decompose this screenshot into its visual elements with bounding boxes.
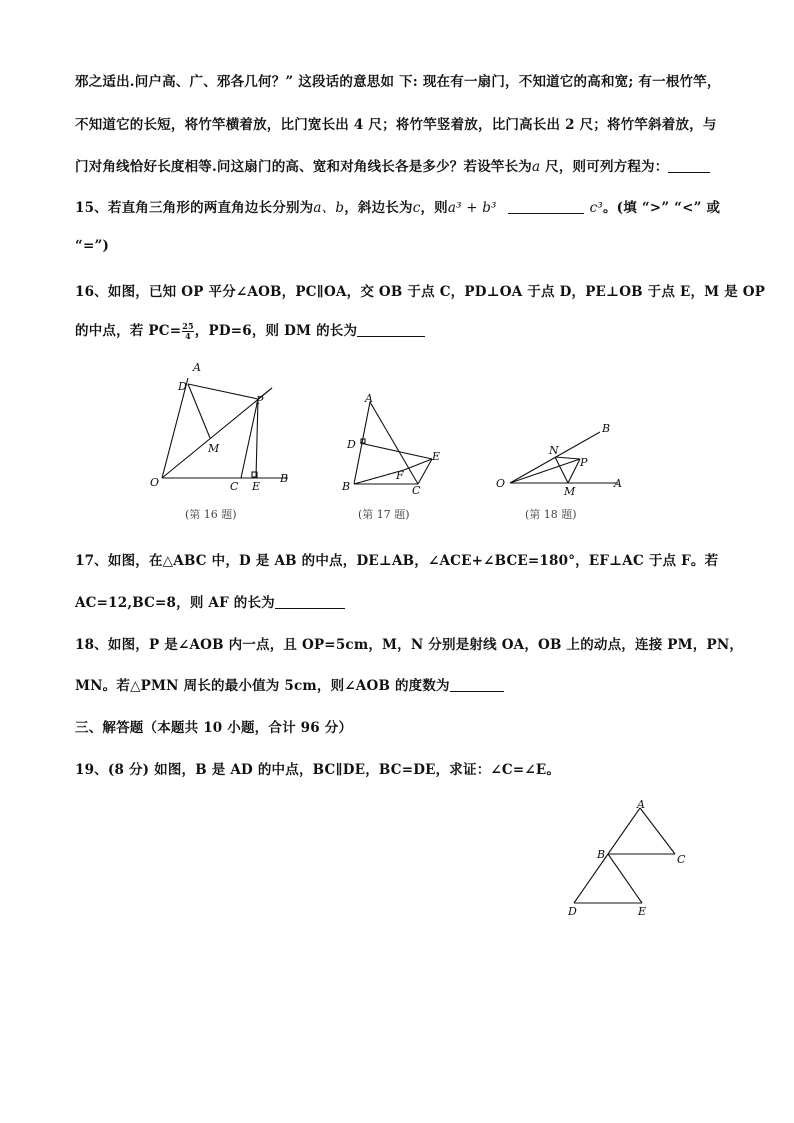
fig17-label-D: D [347,438,356,451]
q15-expression-2: c³ [589,200,603,216]
q14-line-2: 不知道它的长短，将竹竿横着放，比门宽长出 4 尺；将竹竿竖着放，比门高长出 2 尺；将竹竿斜着放，与 [75,117,717,133]
fig16-label-O: O [150,476,160,489]
fig19-label-E: E [638,905,647,918]
q16-line-1: 16、如图，已知 OP 平分∠AOB，PC∥OA，交 OB 于点 C，PD⊥OA 于点 D，PE⊥OB 于点 E，M 是 OP [75,284,766,300]
q15-text-c: ，则 [420,200,448,216]
fig18-label-M: M [564,485,576,498]
fig17-label-F: F [396,469,404,482]
q16-fraction [182,322,194,341]
fig19-label-A: A [637,798,645,811]
fig17-caption: (第 17 题) [358,508,410,521]
figure-17 [354,402,432,484]
q18-line-1: 18、如图，P 是∠AOB 内一点，且 OP=5cm，M，N 分别是射线 OA，OB 上的动点，连接 PM，PN， [75,637,744,653]
q16-answer-blank[interactable] [357,322,425,337]
q15-vars: a、b [313,200,345,216]
fig18-label-N: N [549,444,559,457]
q19-text: 19、(8 分) 如图，B 是 AD 的中点，BC∥DE，BC=DE，求证：∠C=∠E。 [75,762,561,778]
q15-line-2: “=”) [75,238,110,254]
q14-var-a: a [532,159,541,175]
q15-text-b: ，斜边长为 [344,200,413,216]
fig19-label-D: D [568,905,577,918]
figure-16 [162,378,288,478]
q15-text-a: 15、若直角三角形的两直角边长分别为 [75,200,314,216]
fig16-label-E: E [252,480,261,493]
q18-answer-blank[interactable] [450,677,504,692]
fig19-label-C: C [677,853,686,866]
q16-text-b: ，PD=6，则 DM 的长为 [194,323,358,339]
section-3-heading: 三、解答题（本题共 10 小题，合计 96 分） [75,720,353,736]
q16-text-a: 的中点，若 PC= [75,323,182,339]
q16-line-2 [75,319,425,341]
fig18-label-P: P [580,456,588,469]
q17-line-1: 17、如图，在△ABC 中，D 是 AB 的中点，DE⊥AB，∠ACE+∠BCE=180°，EF⊥AC 于点 F。若 [75,553,719,569]
q16-frac-den: 4 [185,331,191,341]
fig18-label-O: O [496,477,506,490]
fig16-label-D: D [178,380,187,393]
q16-frac-num: 25 [182,321,194,331]
q15-expression: a³ + b³ [447,200,497,216]
fig16-label-C: C [230,480,239,493]
q17-text: AC=12,BC=8，则 AF 的长为 [75,595,275,611]
q15-text-d: 。(填 “>” “<” 或 [602,200,721,216]
fig16-label-B: B [280,472,289,485]
fig16-label-A: A [193,361,201,374]
fig18-label-B: B [602,422,611,435]
fig19-label-B: B [597,848,606,861]
q17-line-2 [75,591,345,611]
q18-text: MN。若△PMN 周长的最小值为 5cm，则∠AOB 的度数为 [75,678,450,694]
fig16-caption: (第 16 题) [185,508,237,521]
fig18-label-A: A [614,477,622,490]
fig16-label-P: P [256,394,264,407]
q14-answer-blank[interactable] [668,158,710,173]
q14-line-3 [75,155,710,175]
figure-18 [510,432,618,483]
q18-line-2 [75,674,504,694]
q15-var-c: c [412,200,421,216]
figures-16-18 [140,358,660,528]
figure-19 [560,796,700,921]
q15-line-1 [75,196,720,216]
q15-answer-blank[interactable] [508,199,584,214]
figure-19-lines [574,808,675,903]
fig16-label-M: M [208,442,220,455]
q14-line-3-text: 门对角线恰好长度相等.问这扇门的高、宽和对角线长各是多少？若设竿长为 [75,159,532,175]
fig18-caption: (第 18 题) [525,508,577,521]
fig17-label-A: A [365,392,373,405]
fig17-label-B: B [342,480,351,493]
fig17-label-E: E [432,450,441,463]
q14-line-1: 邪之适出.问户高、广、邪各几何？” 这段话的意思如 下: 现在有一扇门，不知道它的高和宽; 有一根竹竿， [75,74,721,90]
q17-answer-blank[interactable] [275,594,345,609]
fig17-label-C: C [412,484,421,497]
q14-line-3-tail: 尺，则可列方程为： [540,159,669,175]
